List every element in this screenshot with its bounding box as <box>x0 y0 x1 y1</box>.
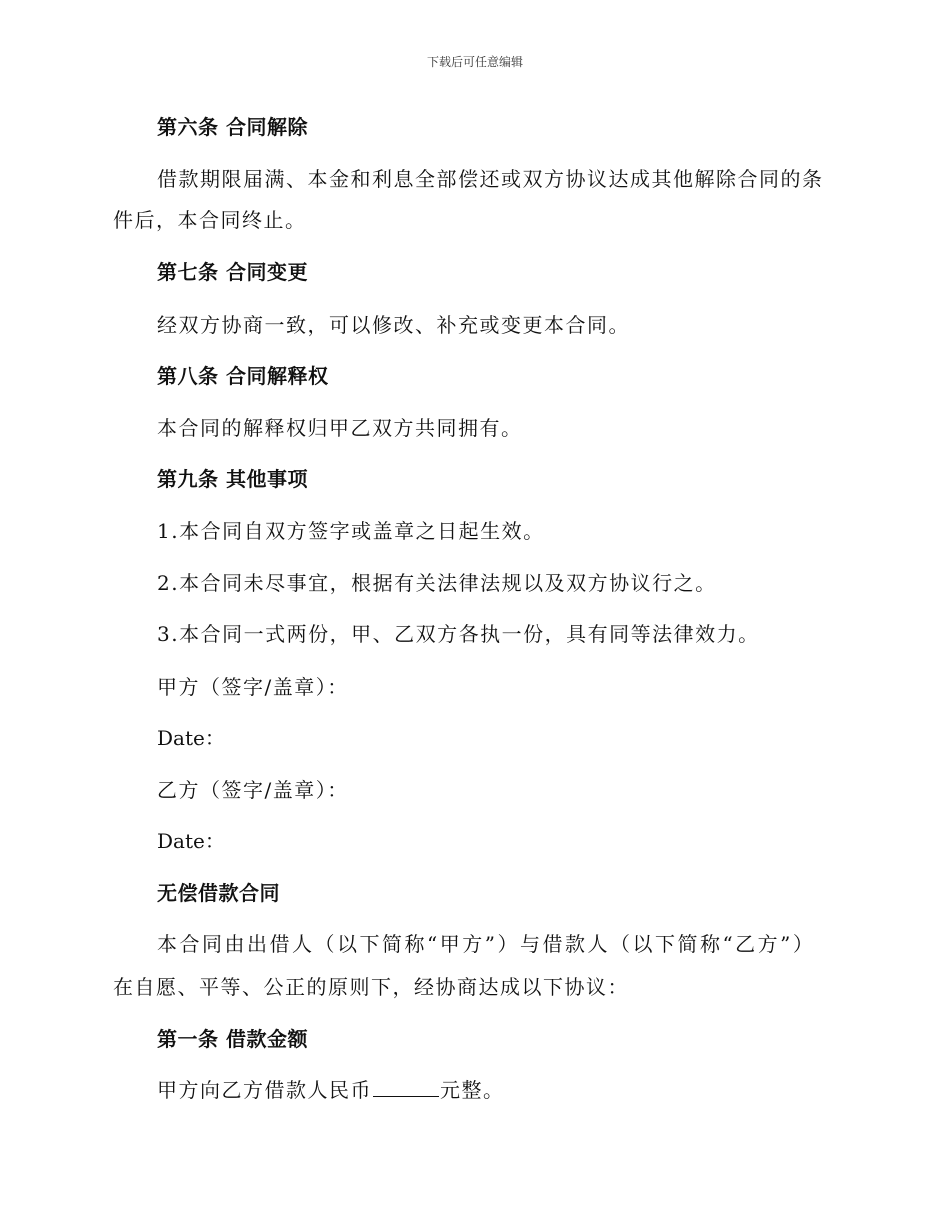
article-9-item-3: 3.本合同一式两份，甲、乙双方各执一份，具有同等法律效力。 <box>157 622 760 646</box>
article-7-title: 第七条 合同变更 <box>157 260 308 284</box>
article-9-item-2: 2.本合同未尽事宜，根据有关法律法规以及双方协议行之。 <box>157 571 717 595</box>
article-6-line-1: 借款期限届满、本金和利息全部偿还或双方协议达成其他解除合同的条 <box>157 167 824 191</box>
date-label-1: Date： <box>157 726 225 750</box>
article-6-line-2: 件后，本合同终止。 <box>113 208 307 232</box>
article-7-body: 经双方协商一致，可以修改、补充或变更本合同。 <box>157 313 630 337</box>
loan-amount-suffix: 元整。 <box>440 1078 505 1102</box>
contract-2-article-1-body <box>157 1076 505 1104</box>
contract-2-title: 无偿借款合同 <box>157 881 280 905</box>
date-label-2: Date： <box>157 829 225 853</box>
loan-amount-prefix: 甲方向乙方借款人民币 <box>157 1078 372 1102</box>
contract-2-intro-line-2: 在自愿、平等、公正的原则下，经协商达成以下协议： <box>113 975 629 999</box>
article-8-body: 本合同的解释权归甲乙双方共同拥有。 <box>157 416 523 440</box>
contract-2-article-1-title: 第一条 借款金额 <box>157 1027 308 1051</box>
article-9-item-1: 1.本合同自双方签字或盖章之日起生效。 <box>157 519 545 543</box>
article-6-title: 第六条 合同解除 <box>157 115 308 139</box>
article-8-title: 第八条 合同解释权 <box>157 364 329 388</box>
contract-2-intro-line-1: 本合同由出借人（以下简称“甲方”）与借款人（以下简称“乙方”） <box>157 932 816 956</box>
page-header: 下载后可任意编辑 <box>426 55 523 69</box>
loan-amount-blank[interactable] <box>373 1078 439 1097</box>
article-9-title: 第九条 其他事项 <box>157 467 308 491</box>
party-b-signature-label: 乙方（签字/盖章）： <box>157 778 349 802</box>
party-a-signature-label: 甲方（签字/盖章）： <box>157 675 349 699</box>
